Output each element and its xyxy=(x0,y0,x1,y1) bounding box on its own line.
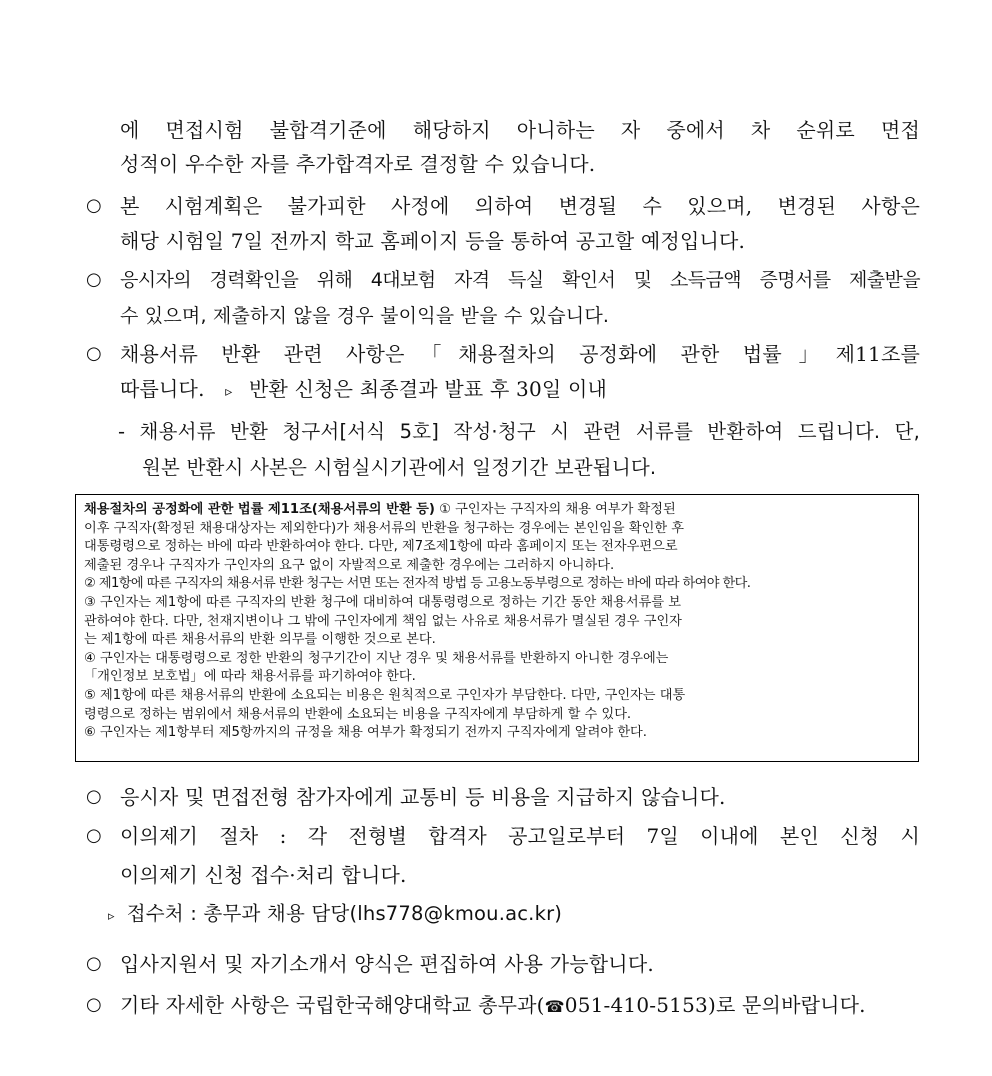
paragraph-text: 기타 자세한 사항은 국립한국해양대학교 총무과( xyxy=(120,993,545,1017)
legal-row: 이후 구직자(확정된 채용대상자는 제외한다)가 채용서류의 반환을 청구하는 경우에는 본인임을 확인한 후 xyxy=(84,520,684,536)
paragraph-line: 본 시험계획은 불가피한 사정에 의하여 변경될 수 있으며, 변경된 사항은 xyxy=(120,194,920,218)
legal-row: 는 제1항에 따른 채용서류의 반환 의무를 이행한 것으로 본다. xyxy=(84,632,436,648)
paragraph-line: 해당 시험일 7일 전까지 학교 홈페이지 등을 통하여 공고할 예정입니다. xyxy=(120,229,746,253)
paragraph-line: 입사지원서 및 자기소개서 양식은 편집하여 사용 가능합니다. xyxy=(120,952,654,976)
sub-item-line: - 채용서류 반환 청구서[서식 5호] 작성·청구 시 관련 서류를 반환하여 드립니다. 단, xyxy=(118,420,920,443)
paragraph-line: 응시자 및 면접전형 참가자에게 교통비 등 비용을 지급하지 않습니다. xyxy=(120,785,726,809)
legal-title: 채용절차의 공정화에 관한 법률 제11조(채용서류의 반환 등) xyxy=(84,502,435,517)
legal-row: 관하여야 한다. 다만, 천재지변이나 그 밖에 구인자에게 책임 없는 사유로 채용서류가 멸실된 경우 구인자 xyxy=(84,613,682,629)
legal-row: 제출된 경우나 구직자가 구인자의 요구 없이 자발적으로 제출한 경우에는 그러하지 아니하다. xyxy=(84,557,615,573)
bullet-icon: ○ xyxy=(86,994,102,1015)
legal-row: ⑤ 제1항에 따른 채용서류의 반환에 소요되는 비용은 원칙적으로 구인자가 부담한다. 다만, 구인자는 대통 xyxy=(84,687,686,703)
bullet-icon: ○ xyxy=(86,195,102,216)
paragraph-line: 응시자의 경력확인을 위해 4대보험 자격 득실 확인서 및 소득금액 증명서를 제출받을 xyxy=(120,269,920,291)
contact-email: 접수처 : 총무과 채용 담당(lhs778@kmou.ac.kr) xyxy=(126,902,563,925)
paragraph-line xyxy=(120,377,607,404)
paragraph-line: 이의제기 신청 접수·처리 합니다. xyxy=(120,863,407,887)
paragraph-continuation-line: 에 면접시험 불합격기준에 해당하지 아니하는 자 중에서 차 순위로 면접 xyxy=(120,118,920,142)
bullet-icon: ○ xyxy=(86,786,102,807)
legal-row: 채용절차의 공정화에 관한 법률 제11조(채용서류의 반환 등) ① 구인자는 구직자의 채용 여부가 확정된 xyxy=(84,502,676,517)
paragraph-line: 이의제기 절차 : 각 전형별 합격자 공고일로부터 7일 이내에 본인 신청 시 xyxy=(120,824,920,848)
bullet-icon: ○ xyxy=(86,269,102,290)
paragraph-line: 채용서류 반환 관련 사항은「채용절차의 공정화에 관한 법률」제11조를 xyxy=(120,342,920,366)
bullet-icon: ○ xyxy=(86,825,102,846)
return-deadline-note: 반환 신청은 최종결과 발표 후 30일 이내 xyxy=(249,377,607,401)
bullet-icon: ○ xyxy=(86,343,102,364)
legal-row: ② 제1항에 따른 구직자의 채용서류 반환 청구는 서면 또는 전자적 방법 등 고용노동부령으로 정하는 바에 따라 하여야 한다. xyxy=(84,576,751,592)
phone-number-text: 051-410-5153)로 문의바랍니다. xyxy=(564,993,866,1017)
phone-icon: ☎ xyxy=(544,997,565,1016)
paragraph-text: 따릅니다. xyxy=(120,377,205,401)
legal-row: ④ 구인자는 대통령령으로 정한 반환의 청구기간이 지난 경우 및 채용서류를 반환하지 아니한 경우에는 xyxy=(84,650,669,666)
legal-row: 「개인정보 보호법」에 따라 채용서류를 파기하여야 한다. xyxy=(84,669,416,685)
paragraph-continuation-line: 성적이 우수한 자를 추가합격자로 결정할 수 있습니다. xyxy=(120,152,596,176)
paragraph-line xyxy=(120,993,866,1019)
paragraph-line: 수 있으며, 제출하지 않을 경우 불이익을 받을 수 있습니다. xyxy=(120,305,610,327)
legal-excerpt-box xyxy=(75,494,919,762)
legal-row: ⑥ 구인자는 제1항부터 제5항까지의 규정을 채용 여부가 확정되기 전까지 구직자에게 알려야 한다. xyxy=(84,725,647,741)
bullet-icon: ○ xyxy=(86,953,102,974)
legal-row: 대통령령으로 정하는 바에 따라 반환하여야 한다. 다만, 제7조제1항에 따라 홈페이지 또는 전자우편으로 xyxy=(84,539,678,555)
arrow-icon: ▹ xyxy=(225,384,233,400)
legal-row: 령령으로 정하는 범위에서 채용서류의 반환에 소요되는 비용을 구직자에게 부담하게 할 수 있다. xyxy=(84,706,632,722)
legal-row: ③ 구인자는 제1항에 따른 구직자의 반환 청구에 대비하여 대통령령으로 정하는 기간 동안 채용서류를 보 xyxy=(84,594,682,610)
sub-item-line: 원본 반환시 사본은 시험실시기관에서 일정기간 보관됩니다. xyxy=(142,456,657,479)
arrow-icon: ▹ xyxy=(108,909,115,924)
contact-line xyxy=(108,902,562,929)
